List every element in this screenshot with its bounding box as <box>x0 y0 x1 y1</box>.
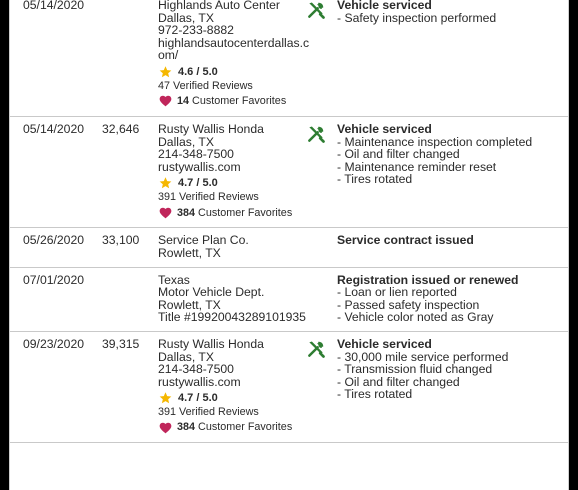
heart-icon <box>158 421 173 435</box>
comment-item: - Vehicle color noted as Gray <box>337 311 568 324</box>
wrench-screwdriver-icon <box>306 0 326 20</box>
comment-item: - Maintenance reminder reset <box>337 161 568 174</box>
history-record-row <box>10 117 568 228</box>
verified-reviews-link[interactable]: 391 Verified Reviews <box>158 191 259 204</box>
verified-reviews-link[interactable]: 391 Verified Reviews <box>158 406 259 419</box>
source-line: Rowlett, TX <box>158 245 221 260</box>
record-source <box>158 338 306 435</box>
record-mileage: 39,315 <box>102 336 140 351</box>
history-record-row <box>10 0 568 117</box>
comment-item: - Tires rotated <box>337 173 568 186</box>
source-line: Dallas, TX <box>158 10 214 25</box>
comment-title: Vehicle serviced <box>337 121 432 136</box>
record-date: 09/23/2020 <box>23 336 84 351</box>
source-line: Service Plan Co. <box>158 233 249 248</box>
verified-reviews-link[interactable]: 47 Verified Reviews <box>158 79 253 92</box>
customer-favorites[interactable] <box>158 420 306 435</box>
record-source <box>158 274 306 324</box>
source-line: Title #19920043289101935 <box>158 310 306 325</box>
source-line: Highlands Auto Center <box>158 0 280 12</box>
comment-item: - Safety inspection performed <box>337 12 568 25</box>
source-rating[interactable] <box>158 391 306 405</box>
source-website-link[interactable]: rustywallis.com <box>158 159 241 174</box>
record-mileage: 33,100 <box>102 233 140 248</box>
source-line: Rusty Wallis Honda <box>158 121 264 136</box>
customer-favorites[interactable] <box>158 94 306 109</box>
favorites-count: 384 <box>177 421 196 434</box>
star-icon <box>158 65 173 79</box>
source-website-link[interactable]: highlandsautocenterdallas.c <box>158 35 310 50</box>
rating-value: 4.6 / 5.0 <box>178 65 218 78</box>
source-line: Rusty Wallis Honda <box>158 336 264 351</box>
source-website-link[interactable]: rustywallis.com <box>158 374 241 389</box>
source-line: Dallas, TX <box>158 349 214 364</box>
rating-value: 4.7 / 5.0 <box>178 177 218 190</box>
comment-item: - Tires rotated <box>337 388 568 401</box>
record-comments <box>337 338 568 401</box>
favorites-label: Customer Favorites <box>198 206 293 219</box>
record-date: 07/01/2020 <box>23 272 84 287</box>
record-date: 05/26/2020 <box>23 233 84 248</box>
rating-value: 4.7 / 5.0 <box>178 391 218 404</box>
wrench-screwdriver-icon <box>306 124 326 144</box>
source-line: 214-348-7500 <box>158 147 234 162</box>
history-record-row <box>10 332 568 443</box>
record-icon-cell <box>306 274 337 295</box>
favorites-count: 384 <box>177 206 196 219</box>
record-source <box>158 123 306 220</box>
record-comments <box>337 274 568 324</box>
comment-item: - Loan or lien reported <box>337 286 568 299</box>
favorites-label: Customer Favorites <box>192 95 287 108</box>
comment-title: Vehicle serviced <box>337 0 432 12</box>
source-line: Dallas, TX <box>158 134 214 149</box>
heart-icon <box>158 206 173 220</box>
source-rating[interactable] <box>158 65 306 79</box>
star-icon <box>158 176 173 190</box>
source-line: Rowlett, TX <box>158 297 221 312</box>
record-source <box>158 234 306 259</box>
record-comments <box>337 0 568 24</box>
source-line: 214-348-7500 <box>158 362 234 377</box>
favorites-label: Customer Favorites <box>198 421 293 434</box>
wrench-screwdriver-icon <box>306 339 326 359</box>
comment-title: Service contract issued <box>337 233 474 248</box>
record-icon-cell <box>306 234 337 255</box>
record-comments <box>337 123 568 186</box>
record-comments <box>337 234 568 247</box>
record-icon-cell <box>306 123 337 144</box>
comment-item: - Oil and filter changed <box>337 148 568 161</box>
record-icon-cell <box>306 0 337 20</box>
record-mileage: 32,646 <box>102 121 140 136</box>
source-rating[interactable] <box>158 176 306 190</box>
comment-title: Vehicle serviced <box>337 336 432 351</box>
source-line: 972-233-8882 <box>158 23 234 38</box>
source-line: Motor Vehicle Dept. <box>158 285 265 300</box>
comment-item: - Passed safety inspection <box>337 299 568 312</box>
heart-icon <box>158 94 173 108</box>
customer-favorites[interactable] <box>158 205 306 220</box>
comment-item: - Transmission fluid changed <box>337 363 568 376</box>
comment-title: Registration issued or renewed <box>337 272 519 287</box>
record-date: 05/14/2020 <box>23 0 84 12</box>
vehicle-history-table <box>9 0 569 490</box>
record-icon-cell <box>306 338 337 359</box>
star-icon <box>158 391 173 405</box>
comment-item: - Maintenance inspection completed <box>337 136 568 149</box>
record-source <box>158 0 310 109</box>
source-website-link[interactable]: om/ <box>158 48 179 63</box>
history-record-row <box>10 268 568 332</box>
comment-item: - Oil and filter changed <box>337 376 568 389</box>
record-date: 05/14/2020 <box>23 121 84 136</box>
favorites-count: 14 <box>177 95 190 108</box>
comment-item: - 30,000 mile service performed <box>337 351 568 364</box>
source-line: Texas <box>158 272 190 287</box>
history-record-row <box>10 228 568 267</box>
